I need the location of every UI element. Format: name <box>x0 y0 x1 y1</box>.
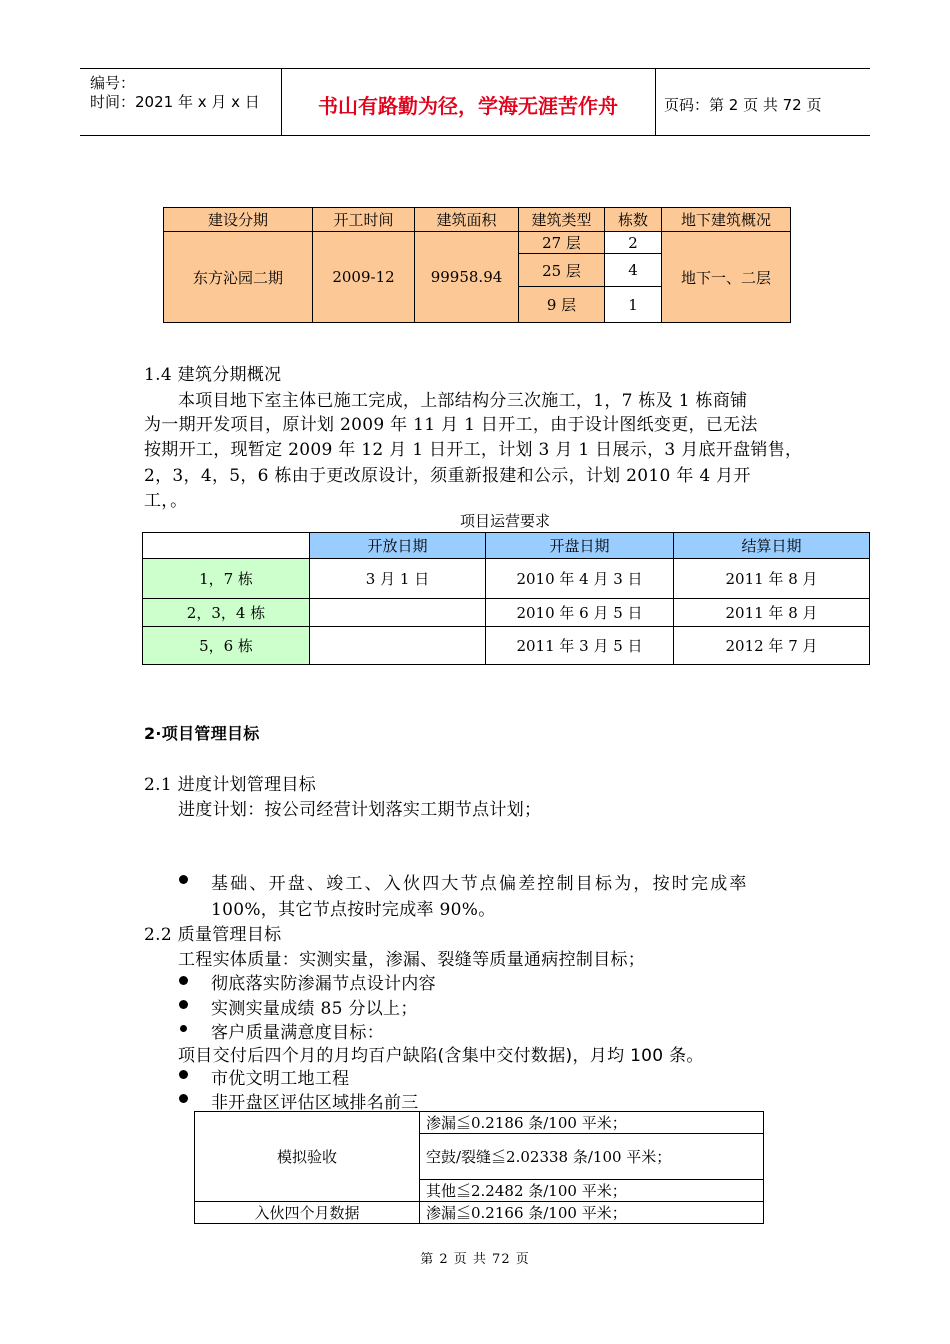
table-row <box>143 599 870 627</box>
table-header: 建设分期 <box>164 208 313 232</box>
table-header: 建筑类型 <box>519 208 605 232</box>
bullet-text: 实测实量成绩 85 分以上； <box>211 999 418 1019</box>
construction-phase-table <box>163 207 791 323</box>
table-header: 开工时间 <box>313 208 415 232</box>
paragraph-line: 为一期开发项目，原计划 2009 年 11 月 1 日开工，由于设计图纸变更，已无法 <box>144 415 758 435</box>
settle-date-cell: 2012 年 7 月 <box>674 627 870 665</box>
section-heading: 1.4 建筑分期概况 <box>144 365 282 385</box>
open-date-cell <box>310 599 486 627</box>
metric-cell: 其他≦2.2482 条/100 平米； <box>420 1180 764 1202</box>
start-cell: 2009-12 <box>313 232 415 323</box>
bullet-icon <box>179 1070 188 1079</box>
table-header: 地下建筑概况 <box>662 208 791 232</box>
header-top-rule <box>80 68 870 69</box>
page-footer: 第 2 页 共 72 页 <box>420 1252 530 1267</box>
metric-cell: 渗漏≦0.2166 条/100 平米； <box>420 1202 764 1224</box>
settle-date-cell: 2011 年 8 月 <box>674 599 870 627</box>
operation-requirements-table <box>142 532 870 665</box>
underground-cell: 地下一、二层 <box>662 232 791 323</box>
building-type-cell: 9 层 <box>519 287 605 323</box>
metric-cell: 渗漏≦0.2186 条/100 平米； <box>420 1112 764 1134</box>
paragraph-line: 本项目地下室主体已施工完成，上部结构分三次施工，1，7 栋及 1 栋商铺 <box>178 391 748 411</box>
metric-category-cell: 入伙四个月数据 <box>195 1202 420 1224</box>
building-type-cell: 25 层 <box>519 254 605 287</box>
paragraph-line: 项目交付后四个月的月均百户缺陷(含集中交付数据)，月均 100 条。 <box>178 1046 704 1066</box>
table-header: 开盘日期 <box>486 533 674 559</box>
subsection-heading: 2.2 质量管理目标 <box>144 925 282 945</box>
sale-date-cell: 2010 年 6 月 5 日 <box>486 599 674 627</box>
sale-date-cell: 2010 年 4 月 3 日 <box>486 559 674 599</box>
open-date-cell: 3 月 1 日 <box>310 559 486 599</box>
metric-category-cell: 模拟验收 <box>195 1112 420 1202</box>
bullet-text: 客户质量满意度目标： <box>211 1023 384 1043</box>
bullet-icon <box>179 976 188 985</box>
table-header: 结算日期 <box>674 533 870 559</box>
building-count-cell: 4 <box>605 254 662 287</box>
paragraph-line: 工，。 <box>144 491 188 511</box>
building-count-cell: 1 <box>605 287 662 323</box>
table-row <box>143 559 870 599</box>
bullet-text: 非开盘区评估区域排名前三 <box>211 1093 419 1113</box>
paragraph-line: 按期开工，现暂定 2009 年 12 月 1 日开工，计划 3 月 1 日展示，3 月底开盘销售， <box>144 440 803 460</box>
header-motto: 书山有路勤为径，学海无涯苦作舟 <box>318 94 618 118</box>
metric-cell: 空鼓/裂缝≦2.02338 条/100 平米； <box>420 1134 764 1180</box>
header-bottom-rule <box>80 135 870 136</box>
settle-date-cell: 2011 年 8 月 <box>674 559 870 599</box>
paragraph-line: 2，3，4，5，6 栋由于更改原设计，须重新报建和公示，计划 2010 年 4 月开 <box>144 466 751 486</box>
quality-metrics-table <box>194 1111 764 1224</box>
building-cell: 2，3，4 栋 <box>143 599 310 627</box>
building-cell: 5，6 栋 <box>143 627 310 665</box>
bullet-text: 100%，其它节点按时完成率 90%。 <box>211 900 496 920</box>
table-caption: 项目运营要求 <box>459 512 550 530</box>
table-header: 建筑面积 <box>415 208 519 232</box>
table-header: 开放日期 <box>310 533 486 559</box>
page-number-label: 页码：第 2 页 共 72 页 <box>664 96 822 114</box>
building-cell: 1，7 栋 <box>143 559 310 599</box>
open-date-cell <box>310 627 486 665</box>
sale-date-cell: 2011 年 3 月 5 日 <box>486 627 674 665</box>
bullet-icon <box>179 1000 188 1009</box>
area-cell: 99958.94 <box>415 232 519 323</box>
table-row <box>143 627 870 665</box>
doc-number-label: 编号： <box>90 74 136 92</box>
table-header <box>143 533 310 559</box>
section-heading: 2·项目管理目标 <box>144 724 260 743</box>
table-header: 栋数 <box>605 208 662 232</box>
building-count-cell: 2 <box>605 232 662 254</box>
header-divider <box>281 68 282 136</box>
bullet-text: 基础、开盘、竣工、入伙四大节点偏差控制目标为，按时完成率 <box>211 874 749 894</box>
phase-cell: 东方沁园二期 <box>164 232 313 323</box>
subsection-heading: 2.1 进度计划管理目标 <box>144 775 317 795</box>
header-divider <box>655 68 656 136</box>
bullet-icon <box>179 875 188 884</box>
bullet-text: 彻底落实防渗漏节点设计内容 <box>211 974 436 994</box>
paragraph-line: 进度计划：按公司经营计划落实工期节点计划； <box>178 800 542 820</box>
doc-time-label: 时间：2021 年 x 月 x 日 <box>90 93 260 111</box>
bullet-icon <box>179 1094 188 1103</box>
bullet-text: 市优文明工地工程 <box>211 1069 350 1089</box>
bullet-icon <box>180 1025 187 1032</box>
paragraph-line: 工程实体质量：实测实量，渗漏、裂缝等质量通病控制目标； <box>178 950 646 970</box>
building-type-cell: 27 层 <box>519 232 605 254</box>
